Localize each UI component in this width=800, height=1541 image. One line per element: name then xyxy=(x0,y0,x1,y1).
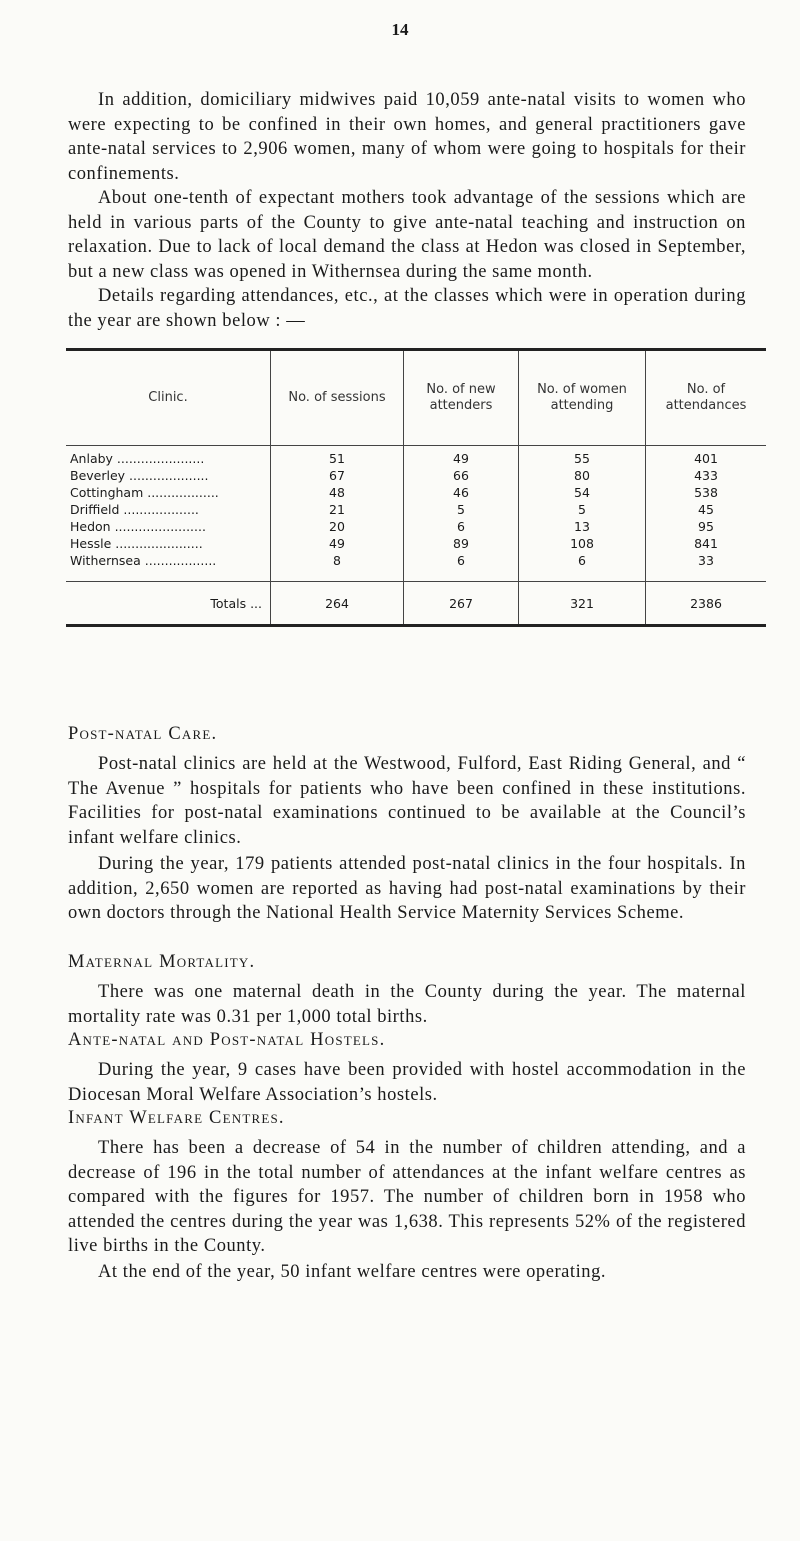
sessions-cell: 21 xyxy=(271,501,404,518)
header-clinic: Clinic. xyxy=(66,350,271,446)
women-attending-cell: 108 xyxy=(519,535,646,552)
heading-infant-welfare-centres: Infant Welfare Centres. xyxy=(68,1108,285,1128)
sessions-cell: 51 xyxy=(271,446,404,468)
totals-label: Totals ... xyxy=(66,582,271,626)
table-row xyxy=(66,535,766,552)
clinic-name: Hedon ....................... xyxy=(70,519,206,534)
total-sessions: 264 xyxy=(271,582,404,626)
clinic-name: Beverley .................... xyxy=(70,468,209,483)
attendances-cell: 538 xyxy=(646,484,767,501)
attendances-cell: 433 xyxy=(646,467,767,484)
paragraph-maternal-mortality: There was one maternal death in the County during the year. The maternal mortality rate was 0.31 per 1,000 total births. xyxy=(68,982,746,1027)
paragraph-post-natal-patients: During the year, 179 patients attended post-natal clinics in the four hospitals. In addition, 2,650 women are reported as having had post-natal examinations by their own doctors through the National Health Service Maternity Services Scheme. xyxy=(68,854,746,923)
totals-row xyxy=(66,582,766,626)
new-attenders-cell: 89 xyxy=(404,535,519,552)
paragraph-hostels: During the year, 9 cases have been provided with hostel accommodation in the Diocesan Moral Welfare Association’s hostels. xyxy=(68,1060,746,1105)
paragraph-infant-welfare: There has been a decrease of 54 in the number of children attending, and a decrease of 196 in the total number of attendances at the infant welfare centres as compared with the figures for 1957. The number of children born in 1958 who attended the centres during the year was 1,638. This represents 52% of the registered live births in the County. xyxy=(68,1138,746,1256)
header-new-attenders: No. of new attenders xyxy=(404,350,519,446)
heading-hostels: Ante-natal and Post-natal Hostels. xyxy=(68,1030,386,1050)
table-row xyxy=(66,446,766,468)
total-new-attenders: 267 xyxy=(404,582,519,626)
attendances-cell: 401 xyxy=(646,446,767,468)
clinic-name: Anlaby ...................... xyxy=(70,451,205,466)
women-attending-cell: 6 xyxy=(519,552,646,582)
sessions-cell: 49 xyxy=(271,535,404,552)
new-attenders-cell: 5 xyxy=(404,501,519,518)
paragraph-details-intro: Details regarding attendances, etc., at the classes which were in operation during the year are shown below : — xyxy=(68,286,746,331)
paragraph-centres-operating: At the end of the year, 50 infant welfare centres were operating. xyxy=(98,1262,607,1282)
clinic-name: Driffield ................... xyxy=(70,502,199,517)
new-attenders-cell: 46 xyxy=(404,484,519,501)
sessions-cell: 67 xyxy=(271,467,404,484)
sessions-cell: 8 xyxy=(271,552,404,582)
attendances-cell: 45 xyxy=(646,501,767,518)
table-row xyxy=(66,552,766,582)
header-attendances: No. of attendances xyxy=(646,350,767,446)
women-attending-cell: 54 xyxy=(519,484,646,501)
clinic-name: Hessle ...................... xyxy=(70,536,203,551)
attendances-cell: 841 xyxy=(646,535,767,552)
sessions-cell: 48 xyxy=(271,484,404,501)
clinic-name: Withernsea .................. xyxy=(70,553,217,568)
paragraph-post-natal-clinics: Post-natal clinics are held at the Westwood, Fulford, East Riding General, and “ The Avenue ” hospitals for patients who have been confined in these institutions. Facilities for post-natal examinations continued to be available at the Council’s infant welfare clinics. xyxy=(68,754,746,848)
paragraph-domiciliary-visits: In addition, domiciliary midwives paid 10,059 ante-natal visits to women who were expecting to be confined in their own homes, and general practitioners gave ante-natal services to 2,906 women, many of whom were going to hospitals for their confinements. xyxy=(68,90,746,184)
header-sessions: No. of sessions xyxy=(271,350,404,446)
paragraph-ante-natal-sessions: About one-tenth of expectant mothers took advantage of the sessions which are held in various parts of the County to give ante-natal teaching and instruction on relaxation. Due to lack of local demand the class at Hedon was closed in September, but a new class was opened in Withernsea during the same month. xyxy=(68,188,746,282)
table-row xyxy=(66,501,766,518)
new-attenders-cell: 6 xyxy=(404,518,519,535)
table-row xyxy=(66,518,766,535)
heading-maternal-mortality: Maternal Mortality. xyxy=(68,952,256,972)
sessions-cell: 20 xyxy=(271,518,404,535)
table-header-row xyxy=(66,350,766,446)
page-number: 14 xyxy=(391,20,409,39)
new-attenders-cell: 49 xyxy=(404,446,519,468)
attendances-cell: 33 xyxy=(646,552,767,582)
new-attenders-cell: 6 xyxy=(404,552,519,582)
women-attending-cell: 13 xyxy=(519,518,646,535)
total-attendances: 2386 xyxy=(646,582,767,626)
table-row xyxy=(66,484,766,501)
heading-post-natal-care: Post-natal Care. xyxy=(68,724,218,744)
table-row xyxy=(66,467,766,484)
new-attenders-cell: 66 xyxy=(404,467,519,484)
total-women-attending: 321 xyxy=(519,582,646,626)
women-attending-cell: 5 xyxy=(519,501,646,518)
attendances-cell: 95 xyxy=(646,518,767,535)
women-attending-cell: 55 xyxy=(519,446,646,468)
header-women-attending: No. of women attending xyxy=(519,350,646,446)
clinic-name: Cottingham .................. xyxy=(70,485,219,500)
ante-natal-classes-table xyxy=(66,348,766,627)
women-attending-cell: 80 xyxy=(519,467,646,484)
